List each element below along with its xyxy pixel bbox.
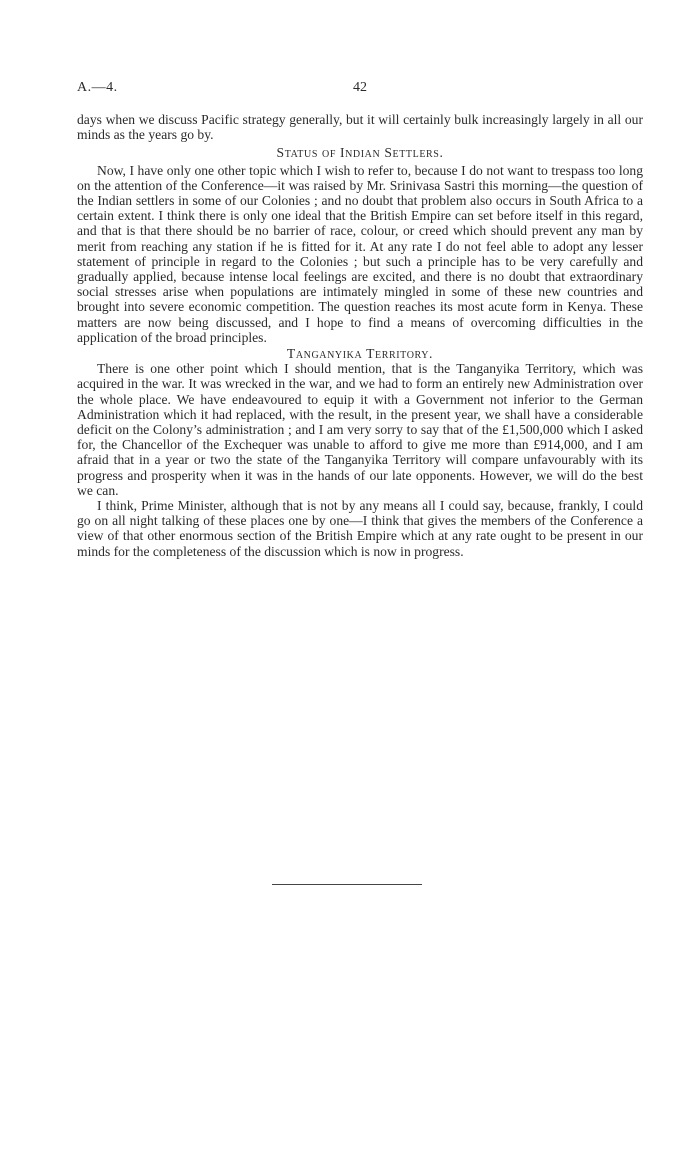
section-heading-tanganyika: Tanganyika Territory. xyxy=(286,346,434,362)
body-text xyxy=(77,112,643,559)
page-number: 42 xyxy=(353,80,367,95)
page-header xyxy=(77,80,641,100)
section-heading-indian-settlers: Status of Indian Settlers. xyxy=(276,145,444,161)
document-reference: A.—4. xyxy=(77,80,118,95)
paragraph-closing: I think, Prime Minister, although that is not by any means all I could say, because, frankly, I could go on all night talking of these places one by one—I think that gives the members of the Conference a view of that other enormous section of the British Empire which at any rate ought to be present in our minds for the completeness of the discussion which is now in progress. xyxy=(77,498,643,559)
paragraph-tanganyika: There is one other point which I should mention, that is the Tanganyika Territory, which was acquired in the war. It was wrecked in the war, and we had to form an entirely new Administration over the whole place. We have endeavoured to equip it with a Government not inferior to the German Administration which it had replaced, with the result, in the present year, we shall have a considerable deficit on the Colony’s administration ; and I am very sorry to say that of the £1,500,000 which I asked for, the Chancellor of the Exchequer was unable to afford to give me more than £914,000, and I am afraid that in a year or two the state of the Tanganyika Territory will compare unfavourably with its progress and prosperity when it was in the hands of our late opponents. However, we will do the best we can. xyxy=(77,361,643,498)
end-rule xyxy=(272,884,422,885)
paragraph-continuation: days when we discuss Pacific strategy generally, but it will certainly bulk increasingly largely in all our minds as the years go by. xyxy=(77,112,643,143)
paragraph-indian-settlers: Now, I have only one other topic which I wish to refer to, because I do not want to trespass too long on the attention of the Conference—it was raised by Mr. Srinivasa Sastri this morning—the question of the Indian settlers in some of our Colonies ; and no doubt that problem also occurs in South Africa to a certain extent. I think there is only one ideal that the British Empire can set before itself in this regard, and that is that there should be no barrier of race, colour, or creed which should prevent any man by merit from reaching any station if he is fitted for it. At any rate I do not feel able to adopt any lesser statement of principle in regard to the Colonies ; but such a principle has to be very carefully and gradually applied, because intense local feelings are excited, and there is no doubt that extraordinary social stresses arise when populations are intimately mingled in some of these new countries and brought into severe economic competition. The question reaches its most acute form in Kenya. These matters are now being discussed, and I hope to find a means of overcoming difficulties in the application of the broad principles. xyxy=(77,162,643,345)
